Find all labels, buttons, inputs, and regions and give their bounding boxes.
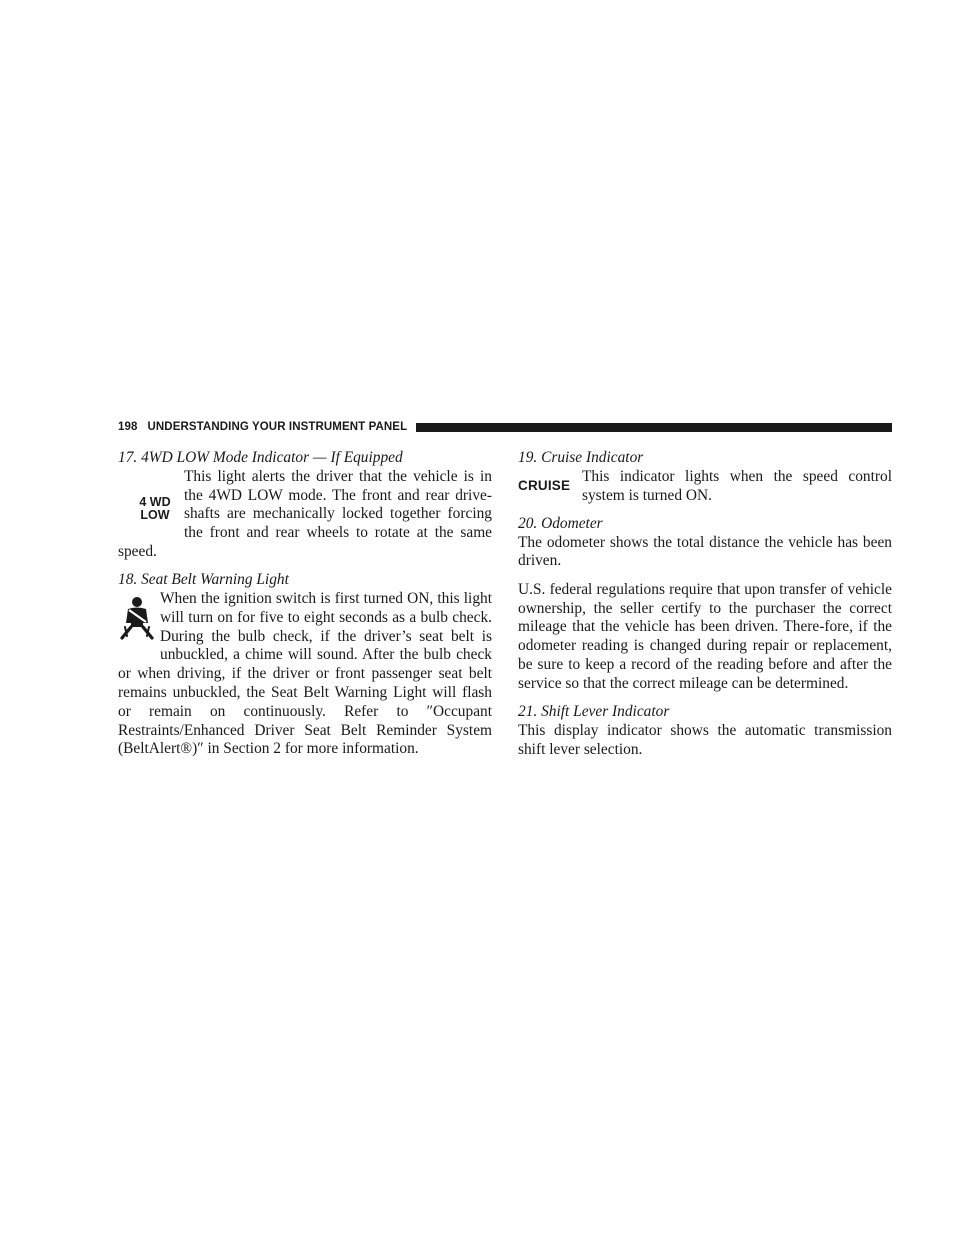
section-seat-belt: [118, 590, 492, 759]
heading-4wd-low: 17. 4WD LOW Mode Indicator — If Equipped: [118, 449, 403, 466]
heading-seat-belt: 18. Seat Belt Warning Light: [118, 571, 289, 589]
heading-shift-lever: 21. Shift Lever Indicator: [518, 703, 670, 721]
heading-odometer: 20. Odometer: [518, 514, 603, 532]
section-title: UNDERSTANDING YOUR INSTRUMENT PANEL: [147, 421, 408, 433]
4wd-low-icon: [126, 474, 184, 532]
body-odometer-2: U.S. federal regulations require that upon transfer of vehicle ownership, the seller certify to the purchaser the correct mileage that the vehicle has been driven. There-fore, if the odometer reading is changed during repair or replacement, be sure to keep a record of the reading before and after the service so that the correct mileage can be determined.: [518, 580, 892, 692]
body-odometer-1: The odometer shows the total distance the vehicle has been driven.: [518, 533, 892, 570]
header-rule: [416, 423, 892, 432]
cruise-icon: CRUISE: [518, 477, 571, 493]
body-cruise: This indicator lights when the speed control system is turned ON.: [582, 467, 892, 504]
section-4wd-low: [118, 468, 492, 562]
heading-cruise: 19. Cruise Indicator: [518, 449, 644, 466]
section-cruise: [518, 468, 892, 506]
4wd-icon-line1: 4 WD: [139, 494, 171, 509]
body-seat-belt: When the ignition switch is first turned ON, this light will turn on for five to eight seconds as a bulb check. During the bulb check, if the driver’s seat belt is unbuckled, a chime will sound. After the bulb check or when driving, if the driver or front passenger seat belt remains unbuckled, the Seat Belt Warning Light will flash or remain on continuously. Refer to ″Occupant Restraints/Enhanced Driver Seat Belt Reminder System (BeltAlert®)″ in Section 2 for more information.: [118, 590, 492, 758]
body-shift-lever: This display indicator shows the automatic transmission shift lever selection.: [518, 721, 892, 758]
4wd-icon-line2: LOW: [140, 507, 170, 522]
page-number: 198: [118, 421, 138, 433]
body-4wd-low: This light alerts the driver that the vehicle is in the 4WD LOW mode. The front and rear drive-shafts are mechanically locked together forcing the front and rear wheels to rotate at the same speed.: [118, 467, 492, 560]
page-header: [118, 419, 892, 435]
seat-belt-icon: [118, 596, 158, 648]
left-column: [118, 449, 492, 759]
right-column: [518, 449, 892, 759]
